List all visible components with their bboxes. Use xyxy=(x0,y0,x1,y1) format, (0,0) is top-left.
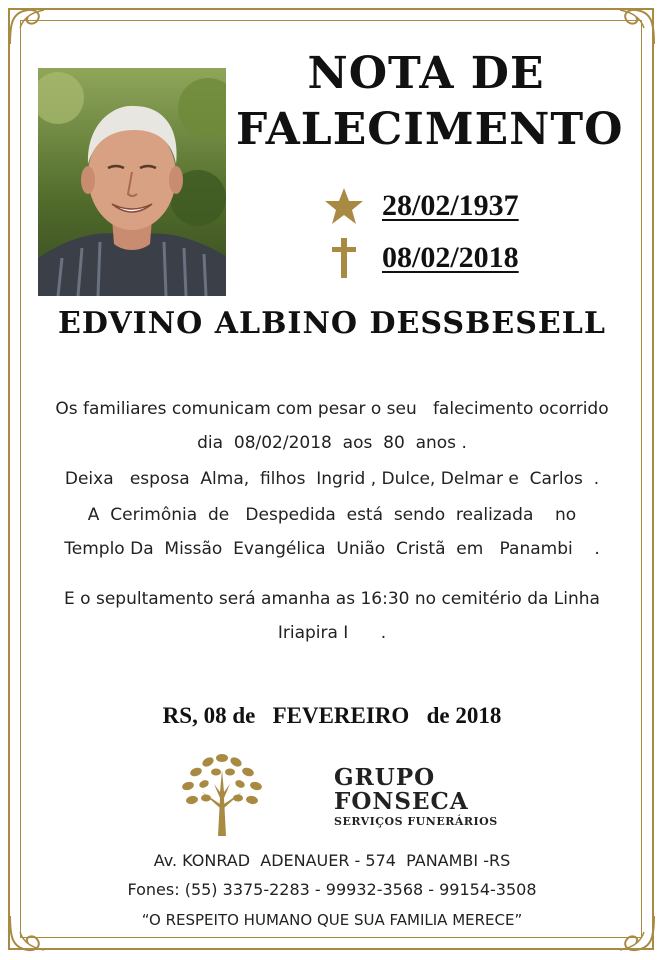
phones-line: Fones: (55) 3375-2283 - 99932-3568 - 99154-3508 xyxy=(127,880,537,899)
motto-line: “O RESPEITO HUMANO QUE SUA FAMILIA MERECE” xyxy=(141,911,523,929)
tree-logo-icon xyxy=(176,748,268,838)
cross-icon xyxy=(324,236,370,280)
announcement-line: dia 08/02/2018 aos 80 anos . xyxy=(197,433,467,453)
notice-title-line-1: NOTA DE xyxy=(307,48,545,99)
corner-ornament-top-right xyxy=(614,4,660,50)
announcement-line: Os familiares comunicam com pesar o seu falecimento ocorrido xyxy=(55,399,609,419)
brand-name-line-1: GRUPO xyxy=(334,764,436,791)
brand-name-line-2: FONSECA xyxy=(334,788,469,815)
birth-date: 28/02/1937 xyxy=(382,189,519,222)
announcement-line: Deixa esposa Alma, filhos Ingrid , Dulce, Delmar e Carlos . xyxy=(64,469,600,489)
deceased-name: EDVINO ALBINO DESSBESELL xyxy=(58,306,606,341)
birth-date-row xyxy=(324,184,519,228)
announcement-line: A Cerimônia de Despedida está sendo realizada no xyxy=(87,505,577,525)
brand-tagline: SERVIÇOS FUNERÁRIOS xyxy=(334,815,498,828)
address-line: Av. KONRAD ADENAUER - 574 PANAMBI -RS xyxy=(153,851,511,870)
portrait-photo xyxy=(38,68,226,296)
announcement-line: Iriapira I . xyxy=(277,623,387,643)
star-icon xyxy=(324,184,370,228)
notice-title-line-2: FALECIMENTO xyxy=(236,104,624,155)
announcement-line: E o sepultamento será amanha as 16:30 no cemitério da Linha xyxy=(64,589,600,609)
death-date-row xyxy=(324,236,519,280)
corner-ornament-top-left xyxy=(4,4,50,50)
announcement-line: Templo Da Missão Evangélica União Cristã em Panambi . xyxy=(64,539,600,559)
death-date: 08/02/2018 xyxy=(382,241,519,274)
place-dateline: RS, 08 de FEVEREIRO de 2018 xyxy=(162,703,502,728)
